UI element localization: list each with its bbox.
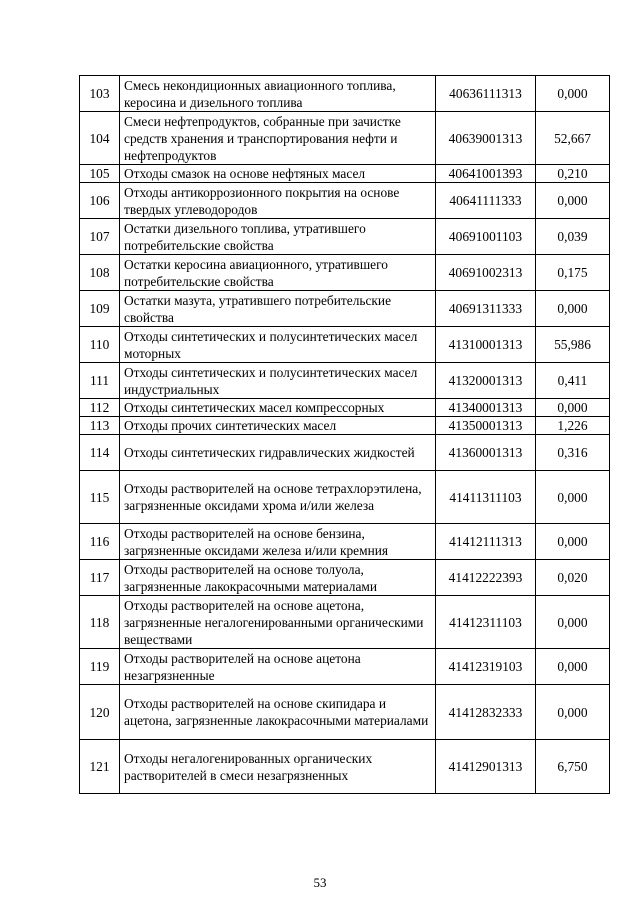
row-number: 109 (80, 291, 120, 327)
waste-code: 41411311103 (436, 471, 536, 524)
waste-name: Отходы растворителей на основе скипидара и ацетона, загрязненные лакокрасочными материалами (120, 685, 436, 740)
waste-name: Отходы синтетических масел компрессорных (120, 399, 436, 417)
waste-amount: 1,226 (536, 417, 610, 435)
waste-name: Смеси нефтепродуктов, собранные при зачистке средств хранения и транспортирования нефти и нефтепродуктов (120, 112, 436, 165)
waste-name: Отходы растворителей на основе ацетона незагрязненные (120, 649, 436, 685)
table-row (80, 76, 610, 112)
table-row (80, 740, 610, 794)
page-number: 53 (313, 875, 327, 890)
table-row (80, 399, 610, 417)
row-number: 113 (80, 417, 120, 435)
waste-code: 41412832333 (436, 685, 536, 740)
table-row (80, 327, 610, 363)
waste-amount: 0,000 (536, 183, 610, 219)
waste-amount: 0,000 (536, 399, 610, 417)
waste-code: 41412311103 (436, 596, 536, 649)
waste-name: Отходы прочих синтетических масел (120, 417, 436, 435)
row-number: 104 (80, 112, 120, 165)
waste-code: 41360001313 (436, 435, 536, 471)
row-number: 103 (80, 76, 120, 112)
waste-amount: 0,316 (536, 435, 610, 471)
waste-code: 40639001313 (436, 112, 536, 165)
row-number: 106 (80, 183, 120, 219)
table-row (80, 291, 610, 327)
table-row (80, 596, 610, 649)
waste-code: 41412111313 (436, 524, 536, 560)
table-row (80, 649, 610, 685)
waste-amount: 0,000 (536, 649, 610, 685)
table-row (80, 112, 610, 165)
table-row (80, 183, 610, 219)
row-number: 120 (80, 685, 120, 740)
waste-amount: 0,000 (536, 76, 610, 112)
table-row (80, 255, 610, 291)
waste-amount: 0,000 (536, 685, 610, 740)
waste-code: 40691001103 (436, 219, 536, 255)
waste-name: Смесь некондиционных авиационного топлива, керосина и дизельного топлива (120, 76, 436, 112)
waste-code: 41412901313 (436, 740, 536, 794)
row-number: 117 (80, 560, 120, 596)
waste-code: 40641111333 (436, 183, 536, 219)
waste-amount: 0,411 (536, 363, 610, 399)
waste-name: Остатки мазута, утратившего потребительские свойства (120, 291, 436, 327)
waste-amount: 0,020 (536, 560, 610, 596)
waste-amount: 52,667 (536, 112, 610, 165)
row-number: 107 (80, 219, 120, 255)
row-number: 110 (80, 327, 120, 363)
waste-name: Отходы синтетических гидравлических жидкостей (120, 435, 436, 471)
table-row (80, 685, 610, 740)
table-row (80, 165, 610, 183)
waste-name: Отходы растворителей на основе ацетона, загрязненные негалогенированными органическими веществами (120, 596, 436, 649)
row-number: 105 (80, 165, 120, 183)
waste-code: 41412222393 (436, 560, 536, 596)
waste-code: 41310001313 (436, 327, 536, 363)
waste-amount: 0,000 (536, 524, 610, 560)
waste-amount: 0,000 (536, 596, 610, 649)
table-row (80, 363, 610, 399)
waste-code: 41340001313 (436, 399, 536, 417)
row-number: 111 (80, 363, 120, 399)
row-number: 114 (80, 435, 120, 471)
waste-amount: 0,210 (536, 165, 610, 183)
row-number: 121 (80, 740, 120, 794)
waste-code: 41320001313 (436, 363, 536, 399)
table-row (80, 560, 610, 596)
waste-code: 40691002313 (436, 255, 536, 291)
waste-code: 40636111313 (436, 76, 536, 112)
waste-name: Отходы растворителей на основе бензина, загрязненные оксидами железа и/или кремния (120, 524, 436, 560)
waste-amount: 6,750 (536, 740, 610, 794)
waste-amount: 0,175 (536, 255, 610, 291)
table-row (80, 471, 610, 524)
waste-name: Отходы синтетических и полусинтетических масел индустриальных (120, 363, 436, 399)
row-number: 108 (80, 255, 120, 291)
row-number: 112 (80, 399, 120, 417)
waste-name: Отходы антикоррозионного покрытия на основе твердых углеводородов (120, 183, 436, 219)
waste-code: 41412319103 (436, 649, 536, 685)
waste-code: 41350001313 (436, 417, 536, 435)
waste-amount: 0,039 (536, 219, 610, 255)
row-number: 116 (80, 524, 120, 560)
waste-table-body (80, 76, 610, 794)
waste-amount: 55,986 (536, 327, 610, 363)
row-number: 115 (80, 471, 120, 524)
table-row (80, 417, 610, 435)
waste-name: Отходы синтетических и полусинтетических масел моторных (120, 327, 436, 363)
waste-name: Отходы растворителей на основе толуола, загрязненные лакокрасочными материалами (120, 560, 436, 596)
waste-name: Отходы негалогенированных органических растворителей в смеси незагрязненных (120, 740, 436, 794)
table-row (80, 524, 610, 560)
table-row (80, 435, 610, 471)
waste-amount: 0,000 (536, 291, 610, 327)
waste-code: 40641001393 (436, 165, 536, 183)
waste-code: 40691311333 (436, 291, 536, 327)
waste-amount: 0,000 (536, 471, 610, 524)
waste-name: Отходы растворителей на основе тетрахлорэтилена, загрязненные оксидами хрома и/или железа (120, 471, 436, 524)
waste-name: Остатки дизельного топлива, утратившего потребительские свойства (120, 219, 436, 255)
waste-name: Остатки керосина авиационного, утратившего потребительские свойства (120, 255, 436, 291)
table-row (80, 219, 610, 255)
waste-name: Отходы смазок на основе нефтяных масел (120, 165, 436, 183)
waste-table (79, 75, 610, 794)
row-number: 119 (80, 649, 120, 685)
row-number: 118 (80, 596, 120, 649)
